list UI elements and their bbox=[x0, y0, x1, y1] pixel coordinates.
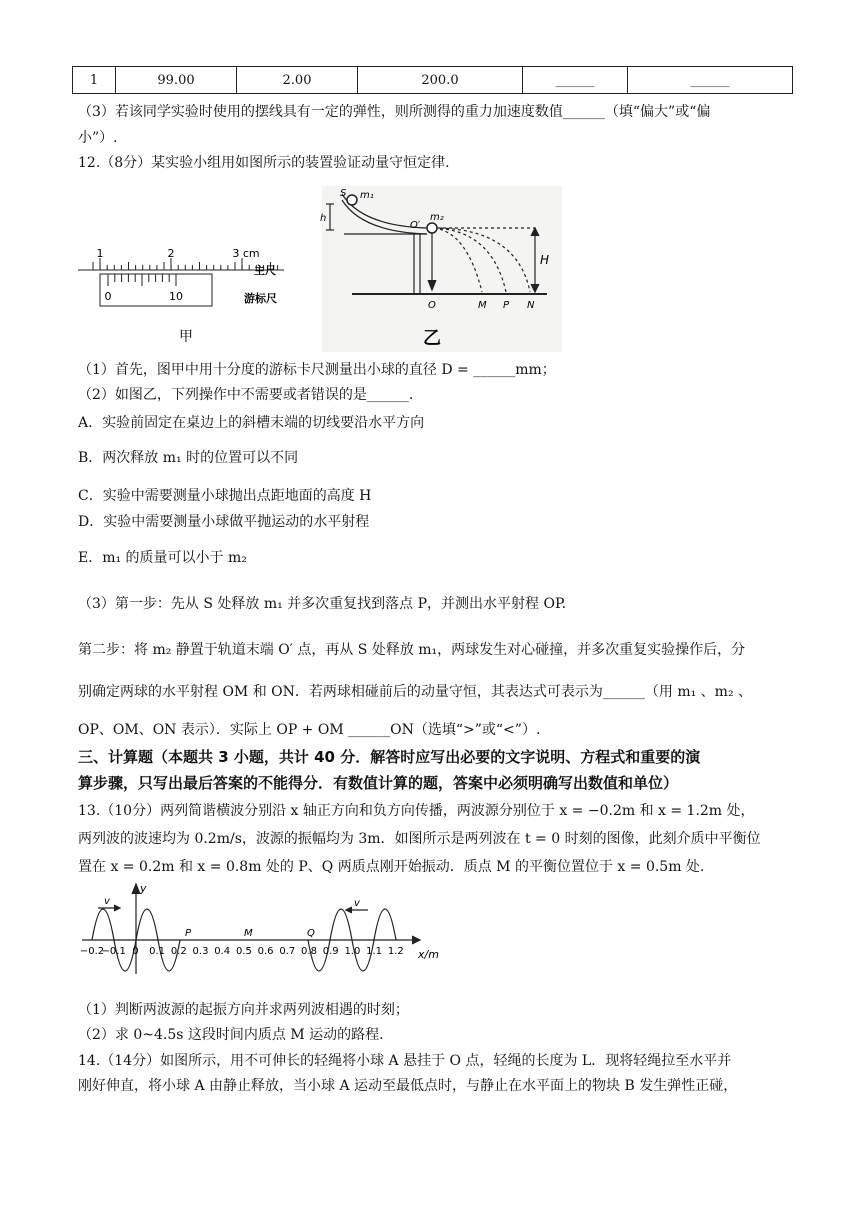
q14-line2: 刚好伸直，将小球 A 由静止释放，当小球 A 运动至最低点时，与静止在水平面上的物块 B 发生弹性正碰， bbox=[78, 1078, 738, 1094]
q12-part1: （1）首先，图甲中用十分度的游标卡尺测量出小球的直径 D = ______mm； bbox=[78, 362, 556, 378]
x-tick-label: 1.2 bbox=[387, 946, 404, 957]
x-tick-label: −0.2 bbox=[79, 946, 105, 957]
table-cell: 99.00 bbox=[116, 67, 237, 94]
point-M: M bbox=[244, 928, 253, 939]
x-tick-label: 1.1 bbox=[366, 946, 383, 957]
label-N: N bbox=[527, 300, 535, 311]
main-scale-num: 2 bbox=[167, 247, 175, 260]
x-tick-label: −0.1 bbox=[101, 946, 126, 957]
q13-sub1: （1）判断两波源的起振方向并求两列波相遇的时刻； bbox=[78, 1002, 409, 1018]
q12-part3-line1: （3）第一步：先从 S 处释放 m₁ 并多次重复找到落点 P，并测出水平射程 OP. bbox=[78, 596, 567, 612]
q12-part3-line3: 别确定两球的水平射程 OM 和 ON．若两球相碰前后的动量守恒，其表达式可表示为______（用 m₁ 、m₂ 、 bbox=[78, 684, 753, 700]
point-P: P bbox=[185, 928, 192, 939]
section-heading-line1: 三、计算题（本题共 3 小题，共计 40 分．解答时应写出必要的文字说明、方程式和重要的演 bbox=[78, 748, 701, 766]
figure-caption-jia: 甲 bbox=[179, 329, 193, 345]
q13-sub2: （2）求 0~4.5s 这段时间内质点 M 运动的路程. bbox=[78, 1027, 384, 1043]
q11-3-line1: （3）若该同学实验时使用的摆线具有一定的弹性，则所测得的重力加速度数值______（填“偏大”或“偏 bbox=[78, 104, 711, 120]
section-heading-line2: 算步骤，只写出最后答案的不能得分．有数值计算的题，答案中必须明确写出数值和单位） bbox=[78, 774, 679, 792]
vernier-caliper-figure bbox=[78, 240, 298, 350]
q12-part2: （2）如图乙，下列操作中不需要或者错误的是______. bbox=[78, 387, 414, 403]
vernier-scale-label: 游标尺 bbox=[244, 292, 277, 305]
table-cell: ______ bbox=[628, 67, 793, 94]
label-O-prime: O′ bbox=[410, 220, 421, 231]
q11-3-line2: 小”）. bbox=[78, 130, 118, 146]
x-tick-label: 0.2 bbox=[170, 946, 187, 957]
x-tick-label: 1.0 bbox=[344, 946, 361, 957]
x-tick-label: 0.9 bbox=[322, 946, 339, 957]
q12-part3-line4: OP、OM、ON 表示）．实际上 OP + OM ______ON（选填“>”或“<”）. bbox=[78, 722, 541, 738]
q12-intro: 12.（8分）某实验小组用如图所示的装置验证动量守恒定律. bbox=[78, 155, 450, 171]
vernier-num: 0 bbox=[104, 290, 112, 303]
figure-caption-yi: 乙 bbox=[423, 328, 441, 349]
label-S: S bbox=[340, 188, 347, 199]
point-Q: Q bbox=[307, 928, 315, 939]
x-tick-label: 0.8 bbox=[301, 946, 317, 957]
q12-option-a: A．实验前固定在桌边上的斜槽末端的切线要沿水平方向 bbox=[78, 415, 425, 431]
label-m1: m₁ bbox=[360, 190, 374, 201]
table-cell: 200.0 bbox=[358, 67, 523, 94]
q12-option-d: D．实验中需要测量小球做平抛运动的水平射程 bbox=[78, 514, 370, 530]
q13-line3: 置在 x = 0.2m 和 x = 0.8m 处的 P、Q 两质点刚开始振动．质点 M 的平衡位置位于 x = 0.5m 处. bbox=[78, 859, 705, 875]
vernier-num: 10 bbox=[169, 290, 183, 303]
q12-option-e: E．m₁ 的质量可以小于 m₂ bbox=[78, 550, 247, 566]
x-tick-label: 0.3 bbox=[192, 946, 209, 957]
q13-line2: 两列波的波速均为 0.2m/s，波源的振幅均为 3m．如图所示是两列波在 t = 0 时刻的图像，此刻介质中平衡位 bbox=[78, 831, 761, 847]
q13-line1: 13.（10分）两列简谐横波分别沿 x 轴正方向和负方向传播，两波源分别位于 x = −0.2m 和 x = 1.2m 处， bbox=[78, 803, 755, 819]
velocity-label-right: v bbox=[354, 898, 360, 909]
x-tick-label: 0.7 bbox=[279, 946, 296, 957]
label-O: O bbox=[428, 300, 436, 311]
collision-apparatus-figure bbox=[322, 186, 562, 352]
table-row bbox=[73, 67, 793, 94]
x-tick-label: 0.6 bbox=[257, 946, 274, 957]
label-P: P bbox=[503, 300, 510, 311]
x-axis-label: x/m bbox=[418, 948, 439, 961]
label-m2: m₂ bbox=[430, 212, 444, 223]
main-scale-num: 1 bbox=[96, 247, 104, 260]
main-scale-num: 3 cm bbox=[232, 247, 260, 260]
label-h: h bbox=[320, 213, 327, 224]
x-tick-label: 0.1 bbox=[149, 946, 166, 957]
y-axis-label: y bbox=[140, 882, 147, 895]
x-tick-label: 0.4 bbox=[214, 946, 231, 957]
q12-option-b: B．两次释放 m₁ 时的位置可以不同 bbox=[78, 450, 299, 466]
table-cell: 1 bbox=[73, 67, 116, 94]
main-scale-label: 主尺 bbox=[254, 264, 276, 277]
q14-line1: 14.（14分）如图所示，用不可伸长的轻绳将小球 A 悬挂于 O 点，轻绳的长度为 L．现将轻绳拉至水平并 bbox=[78, 1053, 732, 1069]
x-tick-label: 0 bbox=[132, 946, 139, 957]
table-cell: 2.00 bbox=[237, 67, 358, 94]
x-tick-label: 0.5 bbox=[235, 946, 252, 957]
q12-part3-line2: 第二步：将 m₂ 静置于轨道末端 O′ 点，再从 S 处释放 m₁，两球发生对心碰撞，并多次重复实验操作后，分 bbox=[78, 642, 746, 658]
label-H: H bbox=[540, 253, 550, 267]
wave-figure bbox=[78, 880, 458, 976]
table-cell: ______ bbox=[523, 67, 628, 94]
data-table bbox=[72, 66, 793, 94]
velocity-label-left: v bbox=[104, 896, 110, 907]
q12-option-c: C．实验中需要测量小球抛出点距地面的高度 H bbox=[78, 488, 372, 504]
label-M: M bbox=[478, 300, 487, 311]
